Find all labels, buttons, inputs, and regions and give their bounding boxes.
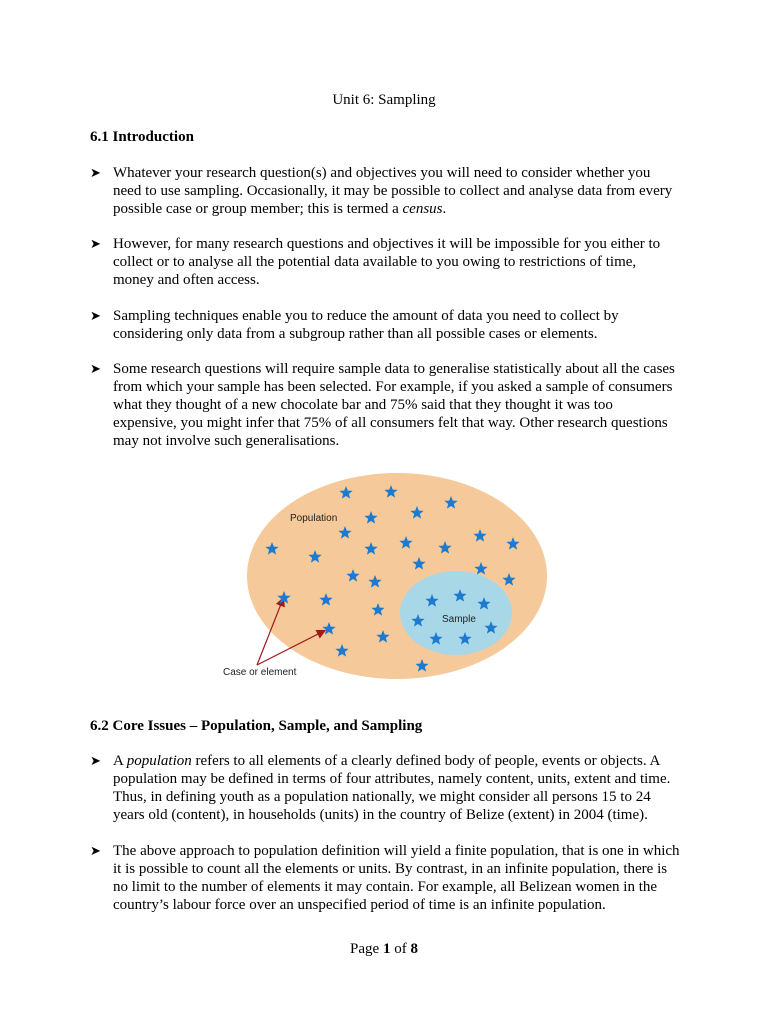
bullet-item: ➤ The above approach to population definition will yield a finite population, that is one in which it is possible to count all the elements or units. By contrast, in an infinite population, there is no limit to the number of elements it may contain. For example, all Belizean women in the country’s labour force over an unspecified period of time is an infinite population. <box>90 843 680 913</box>
population-term: population <box>126 753 192 769</box>
arrow-bullet-icon: ➤ <box>90 753 101 768</box>
arrow-bullet-icon: ➤ <box>90 308 101 323</box>
arrow-bullet-icon: ➤ <box>90 236 101 251</box>
section-heading-core-issues: 6.2 Core Issues – Population, Sample, and Sampling <box>90 718 423 734</box>
page-footer: Page 1 of 8 <box>350 941 418 957</box>
unit-title: Unit 6: Sampling <box>332 92 436 108</box>
bullet-item: ➤ Whatever your research question(s) and objectives you will need to consider whether you need to use sampling. Occasionally, it may be possible to collect and analyse data from every possible case or group member; this is termed a census. <box>90 165 673 217</box>
bullet-item: ➤ However, for many research questions and objectives it will be impossible for you either to collect or to analyse all the potential data available to you owing to restrictions of time, money and often access. <box>90 236 661 288</box>
section-heading-introduction: 6.1 Introduction <box>90 129 194 145</box>
bullet-item: ➤ Some research questions will require sample data to generalise statistically about all the cases from which your sample has been selected. For example, if you asked a sample of consumers what they thought of a new chocolate bar and 75% said that they thought it was too expensive, you might infer that 75% of all consumers felt that way. Other research questions may not involve such generalisations. <box>90 361 675 449</box>
sample-ellipse <box>400 571 512 655</box>
census-term: census <box>402 201 443 217</box>
total-pages-number: 8 <box>410 941 418 957</box>
bullet-item: ➤ Sampling techniques enable you to reduce the amount of data you need to collect by considering only data from a subgroup rather than all possible cases or elements. <box>90 308 619 342</box>
case-element-label: Case or element <box>223 667 297 678</box>
population-label: Population <box>290 513 338 524</box>
population-ellipse <box>247 473 547 679</box>
sample-label: Sample <box>442 614 476 625</box>
population-sample-diagram <box>223 470 550 685</box>
diagram-svg <box>223 470 550 685</box>
arrow-bullet-icon: ➤ <box>90 165 101 180</box>
arrow-bullet-icon: ➤ <box>90 843 101 858</box>
current-page-number: 1 <box>382 941 391 957</box>
bullet-item: ➤ A population refers to all elements of a clearly defined body of people, events or objects. A population may be defined in terms of four attributes, namely content, units, extent and time. Thus, in defining youth as a population nationally, we might consider all persons 15 to 24 years old (content), in households (units) in the country of Belize (extent) in 2004 (time). <box>90 753 671 823</box>
arrow-bullet-icon: ➤ <box>90 361 101 376</box>
